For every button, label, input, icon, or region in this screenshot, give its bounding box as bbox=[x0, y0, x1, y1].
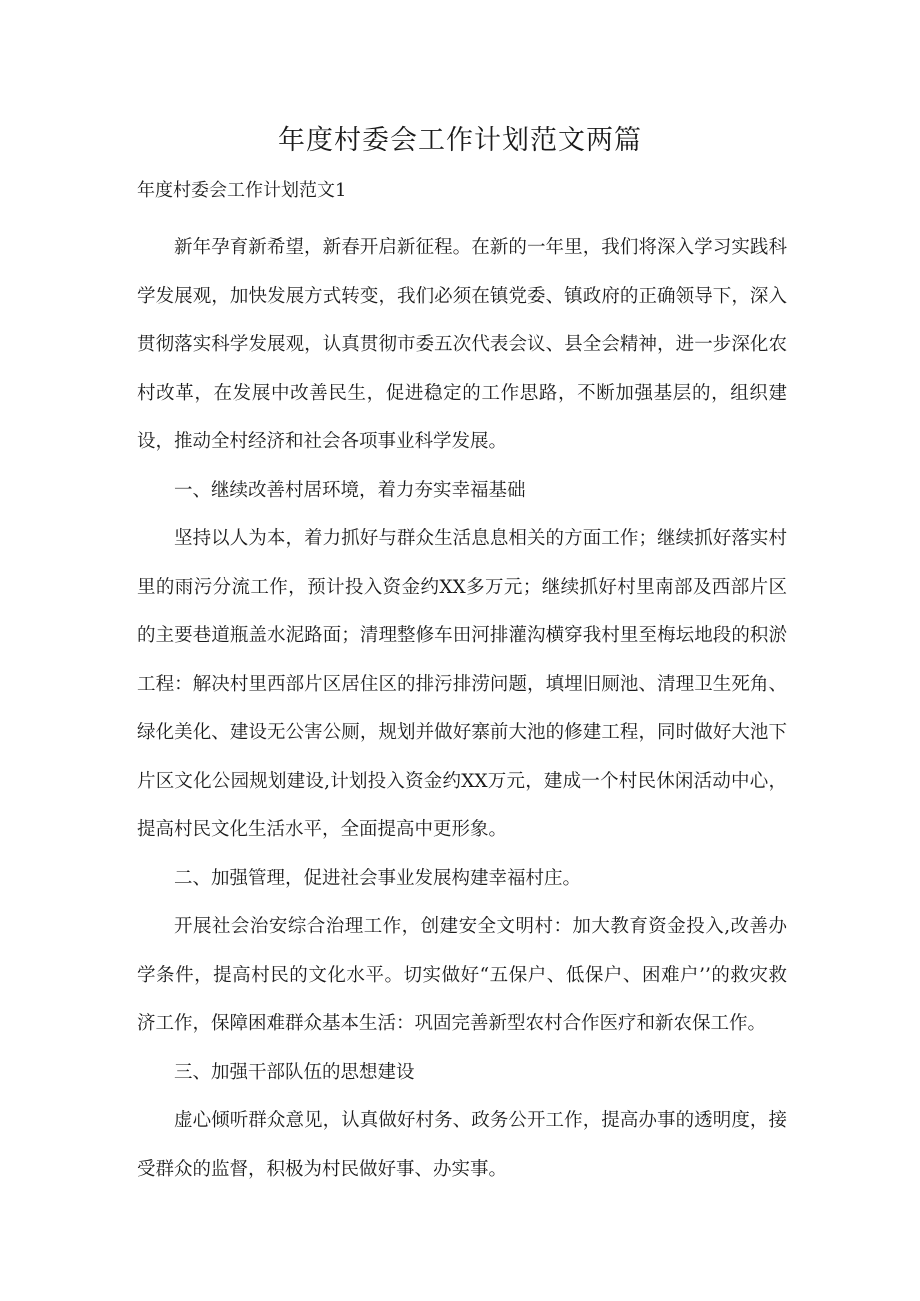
document-subtitle: 年度村委会工作计划范文1 bbox=[137, 180, 347, 201]
section-heading-2: 二、加强管理，促进社会事业发展构建幸福村庄。 bbox=[174, 867, 582, 889]
section-heading-1: 一、继续改善村居环境，着力夯实幸福基础 bbox=[174, 479, 526, 501]
section-2-paragraph: 开展社会治安综合治理工作，创建安全文明村：加大教育资金投入,改善办学条件，提高村民的文化水平。切实做好“五保户、低保户、困难户’’的救灾救济工作，保障困难群众基本生活：巩固完善新型农村合作医疗和新农保工作。 bbox=[137, 916, 787, 1034]
section-1-paragraph: 坚持以人为本，着力抓好与群众生活息息相关的方面工作；继续抓好落实村里的雨污分流工作，预计投入资金约XX多万元；继续抓好村里南部及西部片区的主要巷道瓶盖水泥路面；清理整修车田河排灌沟横穿我村里至梅坛地段的积淤工程：解决村里西部片区居住区的排污排涝问题，填埋旧厕池、清理卫生死角、绿化美化、建设无公害公厕，规划并做好寨前大池的修建工程，同时做好大池下片区文化公园规划建设,计划投入资金约XX万元，建成一个村民休闲活动中心，提高村民文化生活水平，全面提高中更形象。 bbox=[137, 528, 787, 840]
document-title: 年度村委会工作计划范文两篇 bbox=[278, 125, 642, 156]
document-body bbox=[137, 224, 787, 1194]
section-heading-3: 三、加强干部队伍的思想建设 bbox=[174, 1061, 415, 1083]
section-3-paragraph: 虚心倾听群众意见，认真做好村务、政务公开工作，提高办事的透明度，接受群众的监督，积极为村民做好事、办实事。 bbox=[137, 1110, 787, 1180]
intro-paragraph: 新年孕育新希望，新春开启新征程。在新的一年里，我们将深入学习实践科学发展观，加快发展方式转变，我们必须在镇党委、镇政府的正确领导下，深入贯彻落实科学发展观，认真贯彻市委五次代表会议、县全会精神，进一步深化农村改革，在发展中改善民生，促进稳定的工作思路，不断加强基层的，组织建设，推动全村经济和社会各项事业科学发展。 bbox=[137, 237, 787, 452]
